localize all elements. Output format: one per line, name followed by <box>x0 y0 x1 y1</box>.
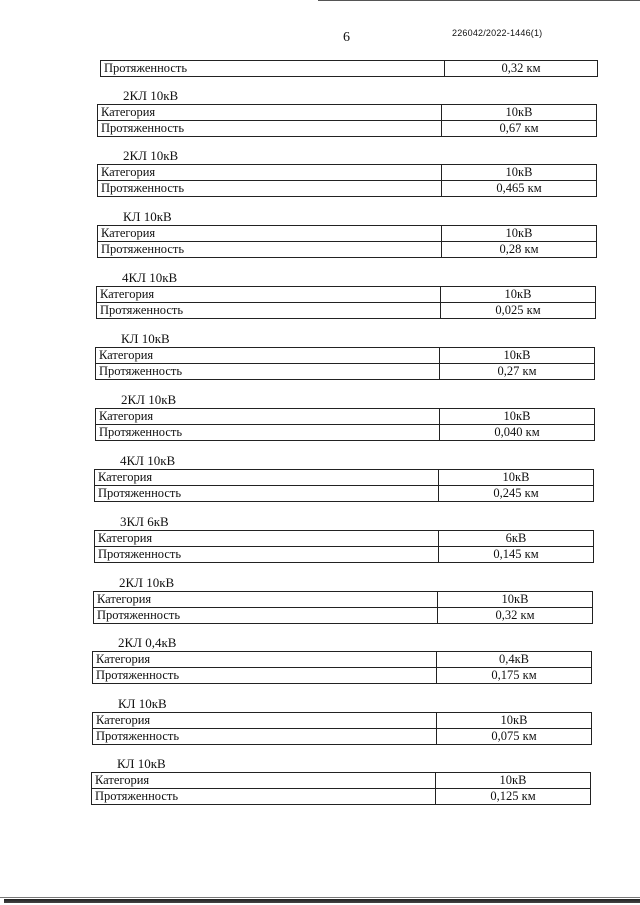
cable-line-title: КЛ 10кВ <box>123 209 172 224</box>
cable-line-table <box>93 591 593 624</box>
table-row <box>98 165 597 181</box>
cable-line-block <box>91 756 591 805</box>
row-value: 0,32 км <box>445 61 598 77</box>
row-label: Категория <box>96 348 440 364</box>
table-row <box>93 729 592 745</box>
cable-line-title: КЛ 10кВ <box>121 331 170 346</box>
row-value: 0,125 км <box>436 789 591 805</box>
cable-line-block <box>95 392 595 441</box>
cable-line-table <box>91 772 591 805</box>
cable-line-title: 2КЛ 10кВ <box>123 148 179 163</box>
document-id: 226042/2022-1446(1) <box>452 28 543 38</box>
table-row <box>98 242 597 258</box>
row-value: 10кВ <box>442 105 597 121</box>
table-row <box>97 303 596 319</box>
cable-line-table <box>94 530 594 563</box>
row-value: 0,4кВ <box>437 652 592 668</box>
row-label: Категория <box>98 226 442 242</box>
row-value: 6кВ <box>439 531 594 547</box>
row-label: Протяженность <box>98 242 442 258</box>
row-value: 10кВ <box>441 287 596 303</box>
cable-line-block <box>94 514 594 563</box>
cable-line-table <box>96 286 596 319</box>
cable-line-block <box>97 88 597 137</box>
row-label: Протяженность <box>96 425 440 441</box>
scan-bottom-edge-thin-line <box>0 897 640 898</box>
row-value: 0,025 км <box>441 303 596 319</box>
cable-line-block <box>96 270 596 319</box>
page-number: 6 <box>343 30 350 45</box>
row-value: 0,175 км <box>437 668 592 684</box>
table-row <box>92 789 591 805</box>
cable-line-table <box>100 60 598 77</box>
cable-line-block <box>95 331 595 380</box>
row-value: 10кВ <box>440 409 595 425</box>
cable-line-block <box>100 60 598 77</box>
cable-line-block <box>92 635 592 684</box>
table-row <box>98 121 597 137</box>
row-label: Протяженность <box>98 121 442 137</box>
row-value: 0,075 км <box>437 729 592 745</box>
cable-line-title: 2КЛ 10кВ <box>123 88 179 103</box>
row-label: Протяженность <box>101 61 445 77</box>
table-row <box>96 348 595 364</box>
cable-line-table <box>92 651 592 684</box>
row-value: 0,245 км <box>439 486 594 502</box>
row-value: 0,27 км <box>440 364 595 380</box>
row-label: Протяженность <box>93 729 437 745</box>
cable-line-title: 2КЛ 0,4кВ <box>118 635 177 650</box>
row-label: Категория <box>98 105 442 121</box>
row-label: Категория <box>94 592 438 608</box>
table-row <box>97 287 596 303</box>
cable-line-table <box>97 225 597 258</box>
row-label: Протяженность <box>93 668 437 684</box>
cable-line-block <box>97 148 597 197</box>
table-row <box>96 409 595 425</box>
table-row <box>94 592 593 608</box>
row-value: 0,32 км <box>438 608 593 624</box>
row-label: Категория <box>93 713 437 729</box>
row-label: Протяженность <box>96 364 440 380</box>
cable-line-title: КЛ 10кВ <box>117 756 166 771</box>
cable-line-title: КЛ 10кВ <box>118 696 167 711</box>
table-row <box>95 486 594 502</box>
row-value: 10кВ <box>439 470 594 486</box>
row-value: 10кВ <box>442 226 597 242</box>
cable-line-table <box>97 164 597 197</box>
row-label: Категория <box>95 470 439 486</box>
cable-line-table <box>95 408 595 441</box>
cable-line-table <box>97 104 597 137</box>
row-value: 10кВ <box>440 348 595 364</box>
row-label: Категория <box>98 165 442 181</box>
scan-top-edge-line <box>318 0 640 1</box>
table-row <box>95 531 594 547</box>
table-row <box>98 181 597 197</box>
table-row <box>101 61 598 77</box>
row-label: Категория <box>92 773 436 789</box>
cable-line-table <box>94 469 594 502</box>
cable-line-title: 3КЛ 6кВ <box>120 514 169 529</box>
row-label: Категория <box>95 531 439 547</box>
table-row <box>95 547 594 563</box>
table-row <box>93 652 592 668</box>
row-label: Протяженность <box>95 547 439 563</box>
row-label: Категория <box>93 652 437 668</box>
row-label: Категория <box>97 287 441 303</box>
cable-line-table <box>92 712 592 745</box>
cable-line-block <box>97 209 597 258</box>
table-row <box>96 425 595 441</box>
cable-line-block <box>94 453 594 502</box>
row-label: Протяженность <box>94 608 438 624</box>
row-value: 0,040 км <box>440 425 595 441</box>
table-row <box>98 226 597 242</box>
table-row <box>98 105 597 121</box>
cable-line-block <box>92 696 592 745</box>
row-label: Протяженность <box>97 303 441 319</box>
cable-line-table <box>95 347 595 380</box>
table-row <box>93 713 592 729</box>
table-row <box>94 608 593 624</box>
row-value: 10кВ <box>442 165 597 181</box>
cable-line-title: 2КЛ 10кВ <box>121 392 177 407</box>
row-value: 10кВ <box>436 773 591 789</box>
table-row <box>92 773 591 789</box>
cable-line-block <box>93 575 593 624</box>
row-label: Протяженность <box>95 486 439 502</box>
cable-line-title: 2КЛ 10кВ <box>119 575 175 590</box>
row-value: 10кВ <box>437 713 592 729</box>
row-label: Протяженность <box>92 789 436 805</box>
row-value: 0,67 км <box>442 121 597 137</box>
table-row <box>93 668 592 684</box>
row-value: 0,465 км <box>442 181 597 197</box>
scan-bottom-edge-line <box>4 899 640 903</box>
row-value: 0,28 км <box>442 242 597 258</box>
row-value: 10кВ <box>438 592 593 608</box>
cable-line-title: 4КЛ 10кВ <box>120 453 176 468</box>
row-label: Категория <box>96 409 440 425</box>
table-row <box>95 470 594 486</box>
cable-line-title: 4КЛ 10кВ <box>122 270 178 285</box>
row-label: Протяженность <box>98 181 442 197</box>
row-value: 0,145 км <box>439 547 594 563</box>
table-row <box>96 364 595 380</box>
